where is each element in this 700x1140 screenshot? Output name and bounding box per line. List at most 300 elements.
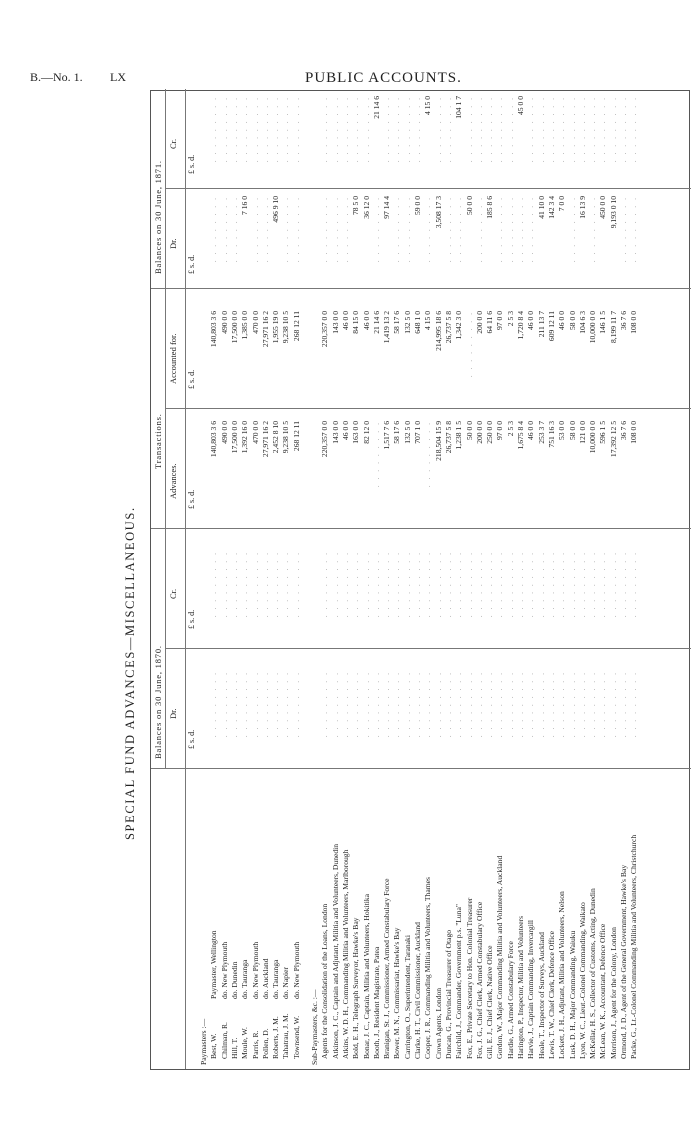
ledger-row [220,89,230,1069]
row-cr-1870: . . . . . . . . . [229,551,239,618]
row-cr-1871: . . . . . . . . . [546,96,556,163]
row-accounted: 470 0 0 [250,311,260,334]
section-heading-text: Paymasters :— [199,1018,208,1065]
row-dr-1871: 36 12 0 [361,196,371,219]
ledger-row [516,89,526,1069]
row-accounted: 490 0 0 [219,311,229,334]
row-cr-1870: . . . . . . . . . [291,551,301,618]
row-dr-1871: 97 14 4 [382,196,392,219]
row-dr-1871: . . . . . . . . . [229,196,239,263]
row-dr-1870: . . . . . . . . . [271,671,281,738]
header-dr-1871: Dr. [168,238,178,249]
ledger-row [547,89,557,1069]
row-dr-1871: . . . . . . . . . [423,196,433,263]
row-dr-1870: . . . . . . . . . [250,671,260,738]
ledger-row [526,89,536,1069]
row-advances: 17,392 12 5 [608,421,618,458]
section-heading [199,89,209,1069]
ledger-row [578,89,588,1069]
ledger-row [230,89,240,1069]
row-advances: 27,971 16 2 [260,421,270,458]
ledger-row [281,89,291,1069]
row-dr-1870: . . . . . . . . . [423,671,433,738]
ledger-row [444,89,454,1069]
row-advances: 751 16 3 [546,421,556,448]
row-accounted: 104 6 3 [577,311,587,334]
row-dr-1870: . . . . . . . . . [598,671,608,738]
row-accounted: 143 0 0 [330,311,340,334]
row-dr-1870: . . . . . . . . . [536,671,546,738]
row-dr-1870: . . . . . . . . . [454,671,464,738]
row-cr-1870: . . . . . . . . . [260,551,270,618]
header-transactions: Transactions. [153,413,163,469]
row-accounted: 140,803 3 6 [209,311,219,348]
row-accounted: 132 5 0 [402,311,412,334]
row-dr-1871: . . . . . . . . . [340,196,350,263]
row-cr-1871: . . . . . . . . . [402,96,412,163]
ledger-row [320,89,330,1069]
row-cr-1871: 4 15 0 [423,96,433,115]
row-dr-1870: . . . . . . . . . [392,671,402,738]
row-name: Agents for the Consolidation of the Loans, London [320,903,330,1059]
header-balances-1870: Balances on 30 June, 1870. [153,645,163,759]
row-dr-1871: 7 16 0 [240,196,250,215]
row-post: do. New Plymouth [250,941,260,999]
ledger-row [506,89,516,1069]
running-title: PUBLIC ACCOUNTS. [305,70,462,86]
row-dr-1870: . . . . . . . . . [526,671,536,738]
row-name: Morrison, J., Agent for the Colony, London [608,927,618,1059]
row-accounted: 4 15 0 [423,311,433,330]
row-name: Bold, E. H., Telegraph Surveyor, Hawke's Bay [351,917,361,1059]
header-accounted-for: Accounted for. [168,333,178,384]
row-dr-1871: . . . . . . . . . [443,196,453,263]
row-dr-1870: . . . . . . . . . [229,671,239,738]
row-post: do. New Plymouth [219,941,229,999]
row-cr-1870: . . . . . . . . . [526,551,536,618]
row-dr-1870: . . . . . . . . . [382,671,392,738]
row-dr-1870: . . . . . . . . . [361,671,371,738]
row-cr-1870: . . . . . . . . . [588,551,598,618]
section-heading [310,89,320,1069]
row-name: Best, W. [209,1033,219,1059]
row-dr-1870: . . . . . . . . . [433,671,443,738]
row-advances: 218,504 15 9 [433,421,443,461]
row-accounted: 27,971 16 2 [260,311,270,348]
row-advances: 121 0 0 [577,421,587,444]
row-advances: 53 0 0 [557,421,567,440]
row-dr-1870: . . . . . . . . . [413,671,422,738]
row-dr-1870: . . . . . . . . . [516,671,525,738]
row-accounted: 46 0 0 [526,311,536,330]
row-cr-1870: . . . . . . . . . [382,551,392,618]
row-accounted: 609 12 11 [546,311,556,342]
header-balances-1871: Balances on 30 June, 1871. [153,160,163,274]
header-dr-1870: Dr. [168,708,178,719]
row-dr-1871: 16 13 9 [577,196,587,219]
row-advances: 2 5 3 [505,421,515,437]
row-post: Paymaster, Wellington [209,930,219,999]
row-cr-1871: . . . . . . . . . [361,96,371,163]
row-accounted: 200 0 0 [474,311,484,334]
row-dr-1870: . . . . . . . . . [485,671,495,738]
row-cr-1871: . . . . . . . . . [557,96,567,163]
ledger-row [434,89,444,1069]
row-cr-1870: . . . . . . . . . [351,551,361,618]
row-cr-1871: . . . . . . . . . [495,96,505,163]
row-advances: 140,803 3 6 [209,421,219,458]
row-dr-1871: . . . . . . . . . [588,196,598,263]
row-name: Tahatrau, J. M. [281,1013,291,1059]
row-post: do. Tauranga [271,959,281,999]
ledger-row [619,89,629,1069]
row-accounted: 36 7 6 [619,311,628,330]
row-cr-1870: . . . . . . . . . [495,551,505,618]
row-advances: 220,357 0 0 [320,421,330,458]
row-dr-1871: 9,193 0 10 [608,196,618,229]
row-name: Lockett, J. H., Adjutant, Militia and Volunteers, Nelson [557,891,567,1059]
row-cr-1870: . . . . . . . . . [371,551,381,618]
row-name: Harvie, J., Captain Commanding, Invercargill [526,919,536,1059]
row-name: Townsend, W. [291,1015,301,1059]
header-cr-1870: Cr. [168,588,178,599]
row-name: Lusk, D. H., Major Commanding, Waiuku [567,930,577,1059]
row-advances: 707 1 0 [413,421,422,444]
row-advances: 596 1 5 [598,421,608,444]
row-cr-1871: . . . . . . . . . [619,96,628,163]
ledger-row [251,89,261,1069]
row-accounted: 58 0 0 [567,311,577,330]
ledger-row [609,89,619,1069]
row-dr-1870: . . . . . . . . . [443,671,453,738]
row-name: McKellar, H. S., Collector of Customs, Acting, Dunedin [588,888,598,1059]
row-name: Gordon, W., Major Commanding Militia and Volunteers, Auckland [495,855,505,1059]
row-name: Crown Agents, London [433,987,443,1059]
row-dr-1871: . . . . . . . . . [260,196,270,263]
row-cr-1871: . . . . . . . . . [209,96,219,163]
row-advances: 470 0 0 [250,421,260,444]
units-cr-1871: £ s. d. [187,154,196,174]
ledger-row [362,89,372,1069]
row-dr-1871: . . . . . . . . . [250,196,260,263]
row-accounted: 2 5 3 [505,311,515,327]
row-name: McLean, W. K., Accountant, Defence Office [598,923,608,1059]
row-dr-1871: 185 8 6 [485,196,495,219]
row-cr-1871: . . . . . . . . . [526,96,536,163]
row-cr-1871: . . . . . . . . . [351,96,361,163]
row-accounted: 8,199 11 7 [608,311,618,343]
row-name: Bower, M. N., Commissariat, Hawke's Bay [392,927,402,1059]
row-advances: 50 0 0 [464,421,474,440]
row-accounted: 220,357 0 0 [320,311,330,348]
row-dr-1871: . . . . . . . . . [291,196,301,263]
row-advances: 26,737 5 8 [443,421,453,454]
row-dr-1870: . . . . . . . . . [557,671,567,738]
ledger-row [292,89,302,1069]
row-dr-1870: . . . . . . . . . [505,671,515,738]
row-cr-1871: . . . . . . . . . [320,96,330,163]
row-accounted: 1,955 19 0 [271,311,281,344]
row-cr-1871: . . . . . . . . . [443,96,453,163]
row-dr-1871: . . . . . . . . . [320,196,330,263]
row-accounted: 58 17 6 [392,311,402,334]
row-dr-1870: . . . . . . . . . [619,671,628,738]
row-dr-1870: . . . . . . . . . [608,671,618,738]
row-advances: 108 0 0 [629,421,639,444]
row-cr-1870: . . . . . . . . . [361,551,371,618]
row-cr-1870: . . . . . . . . . [619,551,628,618]
row-dr-1871: . . . . . . . . . [495,196,505,263]
row-accounted: 84 15 0 [351,311,361,334]
row-cr-1871: . . . . . . . . . [340,96,350,163]
row-advances: 36 7 6 [619,421,628,440]
ledger-row [261,89,271,1069]
ledger-row [475,89,485,1069]
row-dr-1870: . . . . . . . . . [629,671,639,738]
row-name: Parris, R. [250,1030,260,1059]
ledger-row [240,89,250,1069]
row-accounted: 211 13 7 [536,311,546,338]
row-cr-1870: . . . . . . . . . [505,551,515,618]
row-name: Carrington, O., Superintendent, Taranaki [402,935,412,1059]
row-accounted: 1,385 0 0 [240,311,250,340]
section-heading-text: Sub-Paymasters, &c. :— [310,989,319,1065]
row-dr-1871: . . . . . . . . . [330,196,340,263]
header-cr-1871: Cr. [168,138,178,149]
ledger-row [588,89,598,1069]
row-advances: 163 0 0 [351,421,361,444]
row-dr-1871: . . . . . . . . . [281,196,291,263]
row-cr-1870: . . . . . . . . . [598,551,608,618]
row-dr-1870: . . . . . . . . . [219,671,229,738]
ledger-row [465,89,475,1069]
row-dr-1870: . . . . . . . . . [320,671,330,738]
row-dr-1871: . . . . . . . . . [209,196,219,263]
row-cr-1871: . . . . . . . . . [588,96,598,163]
row-cr-1870: . . . . . . . . . [423,551,433,618]
row-name: Fox, J. G., Chief Clerk, Armed Constabulary Office [474,901,484,1059]
row-accounted: 146 1 5 [598,311,608,334]
row-cr-1870: . . . . . . . . . [271,551,281,618]
row-cr-1870: . . . . . . . . . [392,551,402,618]
row-dr-1870: . . . . . . . . . [474,671,484,738]
row-cr-1871: . . . . . . . . . [577,96,587,163]
row-dr-1870: . . . . . . . . . [588,671,598,738]
row-advances: 1,675 8 4 [516,421,525,450]
ledger-row [341,89,351,1069]
row-advances: 2,452 8 10 [271,421,281,454]
row-advances: 250 0 0 [485,421,495,444]
row-advances: . . . . . . . . . [371,421,381,488]
row-cr-1871: . . . . . . . . . [567,96,577,163]
row-cr-1870: . . . . . . . . . [557,551,567,618]
row-cr-1870: . . . . . . . . . [413,551,422,618]
row-name: Duncan, G., Provincial Treasurer of Otago [443,929,453,1059]
ledger-row [413,89,423,1069]
table-title: SPECIAL FUND ADVANCES—MISCELLANEOUS. [123,506,137,840]
row-dr-1870: . . . . . . . . . [330,671,340,738]
row-accounted: 1,720 8 4 [516,311,525,340]
row-cr-1871: . . . . . . . . . [219,96,229,163]
row-name: Pollen, D. [260,1028,270,1059]
row-advances: 268 12 11 [291,421,301,452]
row-advances: 200 0 0 [474,421,484,444]
row-accounted: 648 1 0 [413,311,422,334]
row-accounted: 10,000 0 0 [588,311,598,344]
row-dr-1870: . . . . . . . . . [240,671,250,738]
row-cr-1871: 45 0 0 [516,96,525,115]
ledger-row [485,89,495,1069]
row-dr-1871: 41 10 0 [536,196,546,219]
row-dr-1871: . . . . . . . . . [619,196,628,263]
row-dr-1871: . . . . . . . . . [474,196,484,263]
row-cr-1870: . . . . . . . . . [330,551,340,618]
row-dr-1870: . . . . . . . . . [351,671,361,738]
ledger-row [403,89,413,1069]
document-ref: B.—No. 1. [30,70,83,84]
row-cr-1871: . . . . . . . . . [229,96,239,163]
row-dr-1871: . . . . . . . . . [454,196,464,263]
row-cr-1870: . . . . . . . . . [536,551,546,618]
row-cr-1871: . . . . . . . . . [608,96,618,163]
ledger-row [568,89,578,1069]
row-dr-1871: . . . . . . . . . [516,196,525,263]
row-name: Clarke, H. T., Civil Commissioner, Auckland [413,922,422,1059]
row-cr-1870: . . . . . . . . . [240,551,250,618]
row-name: Hill, T. [229,1037,239,1059]
row-advances: 10,000 0 0 [588,421,598,454]
units-dr-1870: £ s. d. [187,729,196,749]
row-cr-1871: 21 14 6 [371,96,381,119]
row-advances: 97 0 0 [495,421,505,440]
ledger-row [271,89,281,1069]
row-dr-1870: . . . . . . . . . [402,671,412,738]
row-accounted: 64 11 6 [485,311,495,334]
row-cr-1870: . . . . . . . . . [433,551,443,618]
ledger-row [537,89,547,1069]
row-advances: 46 0 0 [340,421,350,440]
ledger-row [209,89,219,1069]
row-name: Roberts, J. M. [271,1016,281,1059]
row-dr-1870: . . . . . . . . . [209,671,219,738]
ledger-row [372,89,382,1069]
page-number: LX [110,70,126,84]
row-dr-1871: 496 9 10 [271,196,281,223]
ledger-row [454,89,464,1069]
row-cr-1870: . . . . . . . . . [474,551,484,618]
row-name: Heale, T., Inspector of Surveys, Auckland [536,932,546,1059]
row-advances: 490 0 0 [219,421,229,444]
row-cr-1870: . . . . . . . . . [340,551,350,618]
row-cr-1871: . . . . . . . . . [505,96,515,163]
units-advances: £ s. d. [187,489,196,509]
row-accounted: 46 0 0 [340,311,350,330]
row-advances: 58 0 0 [567,421,577,440]
ledger-row [557,89,567,1069]
row-name: Bonar, J. C., Captain, Militia and Volunteers, Hokitika [361,894,371,1059]
row-cr-1870: . . . . . . . . . [464,551,474,618]
row-dr-1871: . . . . . . . . . [371,196,381,263]
row-cr-1871: . . . . . . . . . [413,96,422,163]
row-dr-1871: . . . . . . . . . [526,196,536,263]
row-accounted: 9,238 10 5 [281,311,291,344]
row-advances: 46 0 0 [526,421,536,440]
row-advances: 143 0 0 [330,421,340,444]
row-cr-1871: . . . . . . . . . [330,96,340,163]
ledger-row [598,89,608,1069]
row-name: Lewis, T. W., Chief Clerk, Defence Office [546,931,556,1059]
row-name: Branigan, St. J., Commissioner, Armed Constabulary Force [382,878,392,1059]
ledger-row [382,89,392,1069]
row-advances: 1,392 16 0 [240,421,250,454]
row-name: Packe, G., Lt.-Colonel Commanding Militia and Volunteers, Christchurch [629,834,639,1059]
row-dr-1871: 142 3 4 [546,196,556,219]
row-cr-1870: . . . . . . . . . [629,551,639,618]
header-advances: Advances. [168,463,178,499]
row-cr-1870: . . . . . . . . . [281,551,291,618]
row-cr-1870: . . . . . . . . . [250,551,260,618]
row-accounted: 17,500 0 0 [229,311,239,344]
row-dr-1870: . . . . . . . . . [340,671,350,738]
row-name: Atkinson, J. C., Captain and Adjutant, Militia and Volunteers, Dunedin [330,843,340,1059]
row-post: do. Napier [281,966,291,999]
row-cr-1871: . . . . . . . . . [433,96,443,163]
row-advances: 58 17 6 [392,421,402,444]
row-cr-1871: . . . . . . . . . [485,96,495,163]
row-dr-1870: . . . . . . . . . [371,671,381,738]
row-dr-1871: . . . . . . . . . [392,196,402,263]
row-cr-1870: . . . . . . . . . [567,551,577,618]
row-dr-1870: . . . . . . . . . [546,671,556,738]
ledger-row [629,89,639,1069]
row-cr-1870: . . . . . . . . . [608,551,618,618]
row-dr-1871: 3,508 17 3 [433,196,443,229]
row-dr-1870: . . . . . . . . . [281,671,291,738]
row-cr-1870: . . . . . . . . . [546,551,556,618]
row-cr-1871: . . . . . . . . . [250,96,260,163]
row-cr-1870: . . . . . . . . . [454,551,464,618]
row-name: Harington, P., Inspector, Militia and Volunteers [516,915,525,1059]
row-accounted: . . . . . . . . . [464,311,474,378]
row-cr-1870: . . . . . . . . . [577,551,587,618]
row-cr-1870: . . . . . . . . . [219,551,229,618]
units-cr-1870: £ s. d. [187,609,196,629]
row-cr-1871: . . . . . . . . . [598,96,608,163]
row-accounted: 1,419 13 2 [382,311,392,344]
row-accounted: 268 12 11 [291,311,301,342]
row-post: do. New Plymouth [291,941,301,999]
row-cr-1870: . . . . . . . . . [209,551,219,618]
row-cr-1870: . . . . . . . . . [443,551,453,618]
row-dr-1871: 50 0 0 [464,196,474,215]
row-cr-1871: 104 1 7 [454,96,464,119]
row-name: Atkins, W. D. H., Commanding Militia and Volunteers, Marlborough [340,849,350,1059]
row-advances: 1,238 1 5 [454,421,464,450]
row-cr-1871: . . . . . . . . . [240,96,250,163]
row-name: Lyon, W. C., Lieut.-Colonel Commanding, Waikato [577,902,587,1059]
ledger-row [331,89,341,1069]
row-name: Moule, W. [240,1027,250,1059]
row-cr-1871: . . . . . . . . . [474,96,484,163]
row-cr-1870: . . . . . . . . . [485,551,495,618]
units-dr-1871: £ s. d. [187,254,196,274]
row-name: Ormond, J. D., Agent of the General Government, Hawke's Bay [619,864,628,1059]
row-name: Fairchild, J., Commander, Government p.s. "Luna" [454,903,464,1059]
row-advances: 82 12 0 [361,421,371,444]
ledger-row [351,89,361,1069]
row-accounted: 97 0 0 [495,311,505,330]
row-advances: 132 5 0 [402,421,412,444]
